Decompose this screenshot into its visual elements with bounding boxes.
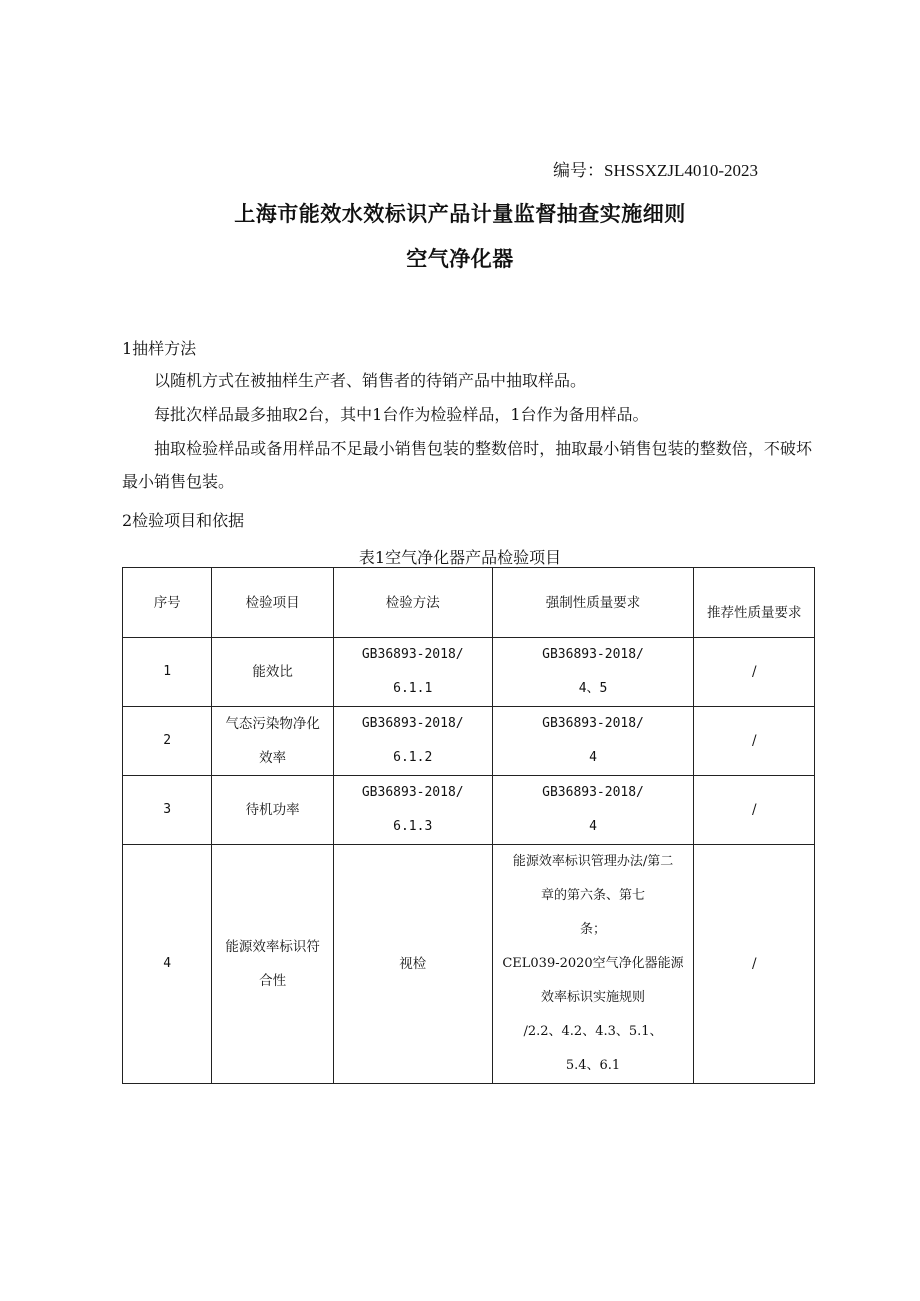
cell-item [212, 776, 334, 845]
cell-mandatory-line: 效率标识实施规则 [541, 990, 646, 1005]
cell-item-line: 合性 [259, 973, 287, 989]
cell-item-line: 待机功率 [245, 802, 300, 818]
cell-no: 1 [123, 638, 212, 707]
section-1-heading: 1抽样方法 [122, 339, 197, 358]
cell-mandatory-line: GB36893-2018/ [542, 716, 644, 731]
cell-mandatory-line: 能源效率标识管理办法/第二 [512, 854, 674, 869]
cell-recommended: / [694, 776, 815, 845]
cell-mandatory-line: /2.2、4.2、4.3、5.1、 [523, 1024, 663, 1039]
cell-mandatory [492, 707, 694, 776]
cell-item-line: 效率 [259, 750, 287, 766]
cell-mandatory-line: 章的第六条、第七 [541, 888, 646, 903]
cell-mandatory [492, 845, 694, 1084]
cell-method-line: 视检 [399, 956, 427, 972]
cell-item-line: 能效比 [252, 664, 293, 680]
cell-method-line: GB36893-2018/ [361, 647, 464, 662]
cell-method-line: GB36893-2018/ [361, 785, 464, 800]
cell-no: 3 [123, 776, 212, 845]
cell-item [212, 707, 334, 776]
cell-recommended: / [694, 707, 815, 776]
cell-mandatory [492, 638, 694, 707]
cell-method [333, 776, 492, 845]
cell-mandatory-line: 4 [589, 750, 597, 765]
cell-mandatory-line: GB36893-2018/ [542, 785, 644, 800]
header-recommended: 推荐性质量要求 [694, 568, 815, 638]
cell-no: 2 [123, 707, 212, 776]
header-item: 检验项目 [212, 568, 334, 638]
table-row [123, 845, 815, 1084]
cell-item [212, 845, 334, 1084]
section-1-paragraph-3: 抽取检验样品或备用样品不足最小销售包装的整数倍时，抽取最小销售包装的整数倍，不破坏最小销售包装。 [122, 439, 812, 491]
cell-method-line: 6.1.1 [393, 681, 433, 696]
cell-no: 4 [123, 845, 212, 1084]
table-row [123, 707, 815, 776]
document-title: 上海市能效水效标识产品计量监督抽查实施细则 [234, 202, 686, 226]
cell-method-line: GB36893-2018/ [361, 716, 464, 731]
cell-mandatory-line: 条； [580, 922, 607, 937]
cell-mandatory-line: 4 [589, 819, 597, 834]
inspection-items-table [122, 567, 815, 1084]
cell-mandatory-line: 5.4、6.1 [565, 1058, 621, 1073]
cell-mandatory-line: 4、5 [578, 681, 608, 696]
cell-item-line: 能源效率标识符 [225, 939, 320, 955]
cell-method-line: 6.1.3 [393, 819, 433, 834]
header-mandatory: 强制性质量要求 [492, 568, 694, 638]
cell-mandatory-line: CEL039-2020空气净化器能源 [502, 956, 684, 971]
cell-method-line: 6.1.2 [393, 750, 433, 765]
cell-method [333, 638, 492, 707]
section-1-paragraph-2: 每批次样品最多抽取2台，其中1台作为检验样品，1台作为备用样品。 [154, 405, 649, 424]
table-row [123, 776, 815, 845]
cell-recommended: / [694, 638, 815, 707]
table-caption: 表1空气净化器产品检验项目 [358, 548, 562, 567]
table-header-row [123, 568, 815, 638]
section-1-paragraph-1: 以随机方式在被抽样生产者、销售者的待销产品中抽取样品。 [154, 371, 587, 390]
header-method: 检验方法 [333, 568, 492, 638]
document-number: 编号：SHSSXZJL4010-2023 [553, 161, 758, 180]
cell-method [333, 845, 492, 1084]
cell-recommended: / [694, 845, 815, 1084]
cell-mandatory [492, 776, 694, 845]
header-no: 序号 [123, 568, 212, 638]
section-2-heading: 2检验项目和依据 [122, 511, 245, 530]
cell-method [333, 707, 492, 776]
cell-item [212, 638, 334, 707]
table-row [123, 638, 815, 707]
document-subtitle: 空气净化器 [406, 247, 514, 271]
cell-item-line: 气态污染物净化 [225, 716, 320, 732]
cell-mandatory-line: GB36893-2018/ [542, 647, 644, 662]
